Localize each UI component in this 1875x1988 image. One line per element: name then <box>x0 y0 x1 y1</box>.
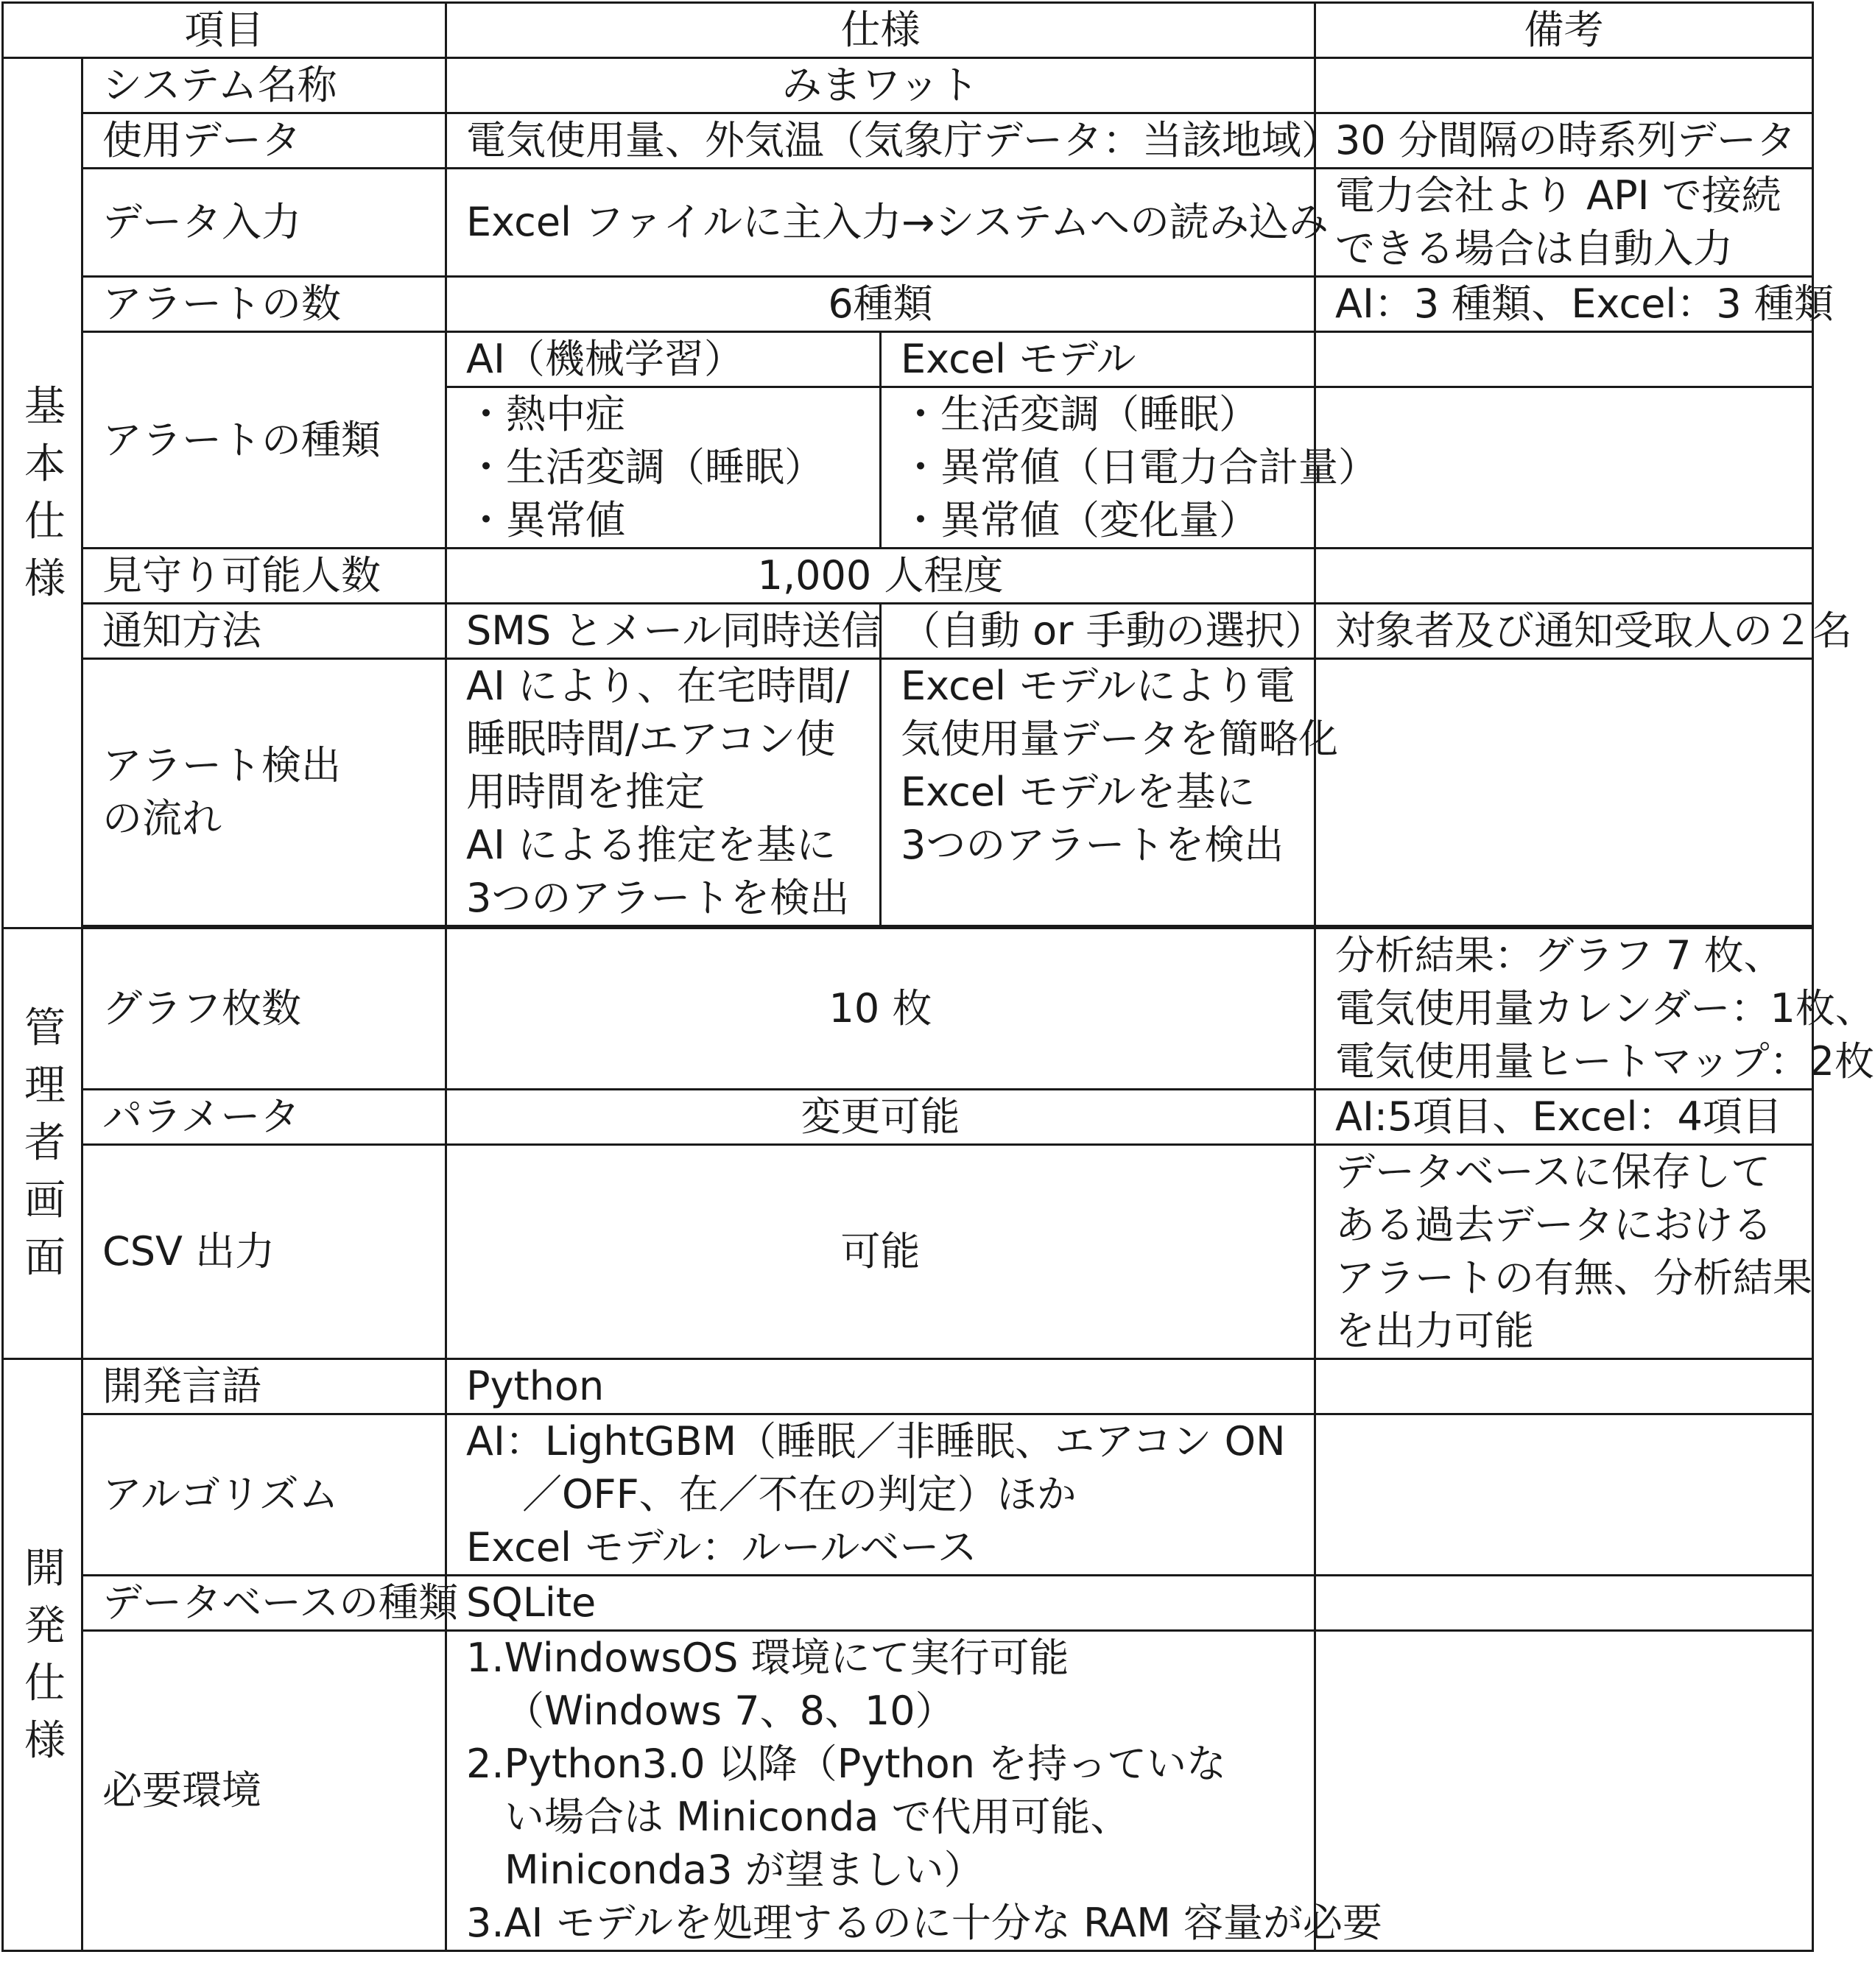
header-item: 項目 <box>3 3 446 58</box>
row-system-name <box>3 58 1813 113</box>
value-alert-count: 6種類 <box>446 277 1315 332</box>
row-data-input <box>3 169 1813 277</box>
note-watch-capacity <box>1315 549 1813 604</box>
label-data-input: データ入力 <box>82 169 446 277</box>
label-graphs: グラフ枚数 <box>82 928 446 1090</box>
note-alert-types-header <box>1315 332 1813 387</box>
row-algorithm <box>3 1414 1813 1576</box>
value-system-name: みまワット <box>446 58 1315 113</box>
row-database <box>3 1576 1813 1631</box>
alert-types-ai-header: AI（機械学習） <box>446 332 881 387</box>
label-language: 開発言語 <box>82 1359 446 1414</box>
note-environment <box>1315 1631 1813 1951</box>
header-row <box>3 3 1813 58</box>
row-csv <box>3 1145 1813 1359</box>
spec-table <box>1 1 1875 1952</box>
row-language <box>3 1359 1813 1414</box>
alert-types-excel-list: ・生活変調（睡眠） ・異常値（日電力合計量） ・異常値（変化量） <box>881 387 1315 549</box>
value-parameters: 変更可能 <box>446 1090 1315 1145</box>
label-watch-capacity: 見守り可能人数 <box>82 549 446 604</box>
label-system-name: システム名称 <box>82 58 446 113</box>
detection-flow-excel: Excel モデルにより電 気使用量データを簡略化 Excel モデルを基に 3つのアラートを検出 <box>881 659 1315 926</box>
value-environment: 1.WindowsOS 環境にて実行可能 （Windows 7、8、10） 2.Python3.0 以降（Python を持っていな い場合は Miniconda で代用可能、 Miniconda3 が望ましい） 3.AI モデルを処理するのに十分な RAM 容量が必要 <box>446 1631 1315 1951</box>
row-notify-method <box>3 604 1813 659</box>
note-notify-method: 対象者及び通知受取人の２名 <box>1315 604 1813 659</box>
note-graphs: 分析結果：グラフ 7 枚、 電気使用量カレンダー：1枚、 電気使用量ヒートマップ：2枚 <box>1315 928 1813 1090</box>
note-data-used: 30 分間隔の時系列データ <box>1315 113 1813 169</box>
label-algorithm: アルゴリズム <box>82 1414 446 1576</box>
note-alert-types-items <box>1315 387 1813 549</box>
label-csv: CSV 出力 <box>82 1145 446 1359</box>
row-detection-flow <box>3 659 1813 926</box>
alert-types-excel-header: Excel モデル <box>881 332 1315 387</box>
note-parameters: AI:5項目、Excel：4項目 <box>1315 1090 1813 1145</box>
note-csv: データベースに保存して ある過去データにおける アラートの有無、分析結果 を出力可能 <box>1315 1145 1813 1359</box>
label-notify-method: 通知方法 <box>82 604 446 659</box>
alert-types-ai-list: ・熱中症 ・生活変調（睡眠） ・異常値 <box>446 387 881 549</box>
note-data-input: 電力会社より API で接続 できる場合は自動入力 <box>1315 169 1813 277</box>
label-environment: 必要環境 <box>82 1631 446 1951</box>
row-alert-types-header <box>3 332 1813 387</box>
value-database: SQLite <box>446 1576 1315 1631</box>
note-database <box>1315 1576 1813 1631</box>
row-parameters <box>3 1090 1813 1145</box>
row-data-used <box>3 113 1813 169</box>
label-detection-flow: アラート検出 の流れ <box>82 659 446 926</box>
note-detection-flow <box>1315 659 1813 926</box>
value-data-input: Excel ファイルに主入力→システムへの読み込み <box>446 169 1315 277</box>
detection-flow-ai: AI により、在宅時間/ 睡眠時間/エアコン使 用時間を推定 AI による推定を基に 3つのアラートを検出 <box>446 659 881 926</box>
label-data-used: 使用データ <box>82 113 446 169</box>
group-dev-spec: 開発仕様 <box>3 1359 82 1951</box>
row-environment <box>3 1631 1813 1951</box>
note-language <box>1315 1359 1813 1414</box>
label-alert-types: アラートの種類 <box>82 332 446 549</box>
label-alert-count: アラートの数 <box>82 277 446 332</box>
row-graphs <box>3 928 1813 1090</box>
header-note: 備考 <box>1315 3 1813 58</box>
header-spec: 仕様 <box>446 3 1315 58</box>
value-notify-method-a: SMS とメール同時送信 <box>446 604 881 659</box>
note-algorithm <box>1315 1414 1813 1576</box>
value-graphs: 10 枚 <box>446 928 1315 1090</box>
label-database: データベースの種類 <box>82 1576 446 1631</box>
note-alert-count: AI：3 種類、Excel：3 種類 <box>1315 277 1813 332</box>
value-csv: 可能 <box>446 1145 1315 1359</box>
row-watch-capacity <box>3 549 1813 604</box>
value-watch-capacity: 1,000 人程度 <box>446 549 1315 604</box>
group-basic-spec: 基本仕様 <box>3 58 82 928</box>
label-parameters: パラメータ <box>82 1090 446 1145</box>
row-alert-count <box>3 277 1813 332</box>
note-system-name <box>1315 58 1813 113</box>
value-data-used: 電気使用量、外気温（気象庁データ：当該地域） <box>446 113 1315 169</box>
value-algorithm: AI：LightGBM（睡眠／非睡眠、エアコン ON ／OFF、在／不在の判定）ほか Excel モデル：ルールベース <box>446 1414 1315 1576</box>
group-admin-screen: 管理者画面 <box>3 928 82 1359</box>
value-notify-method-b: （自動 or 手動の選択） <box>881 604 1315 659</box>
value-language: Python <box>446 1359 1315 1414</box>
